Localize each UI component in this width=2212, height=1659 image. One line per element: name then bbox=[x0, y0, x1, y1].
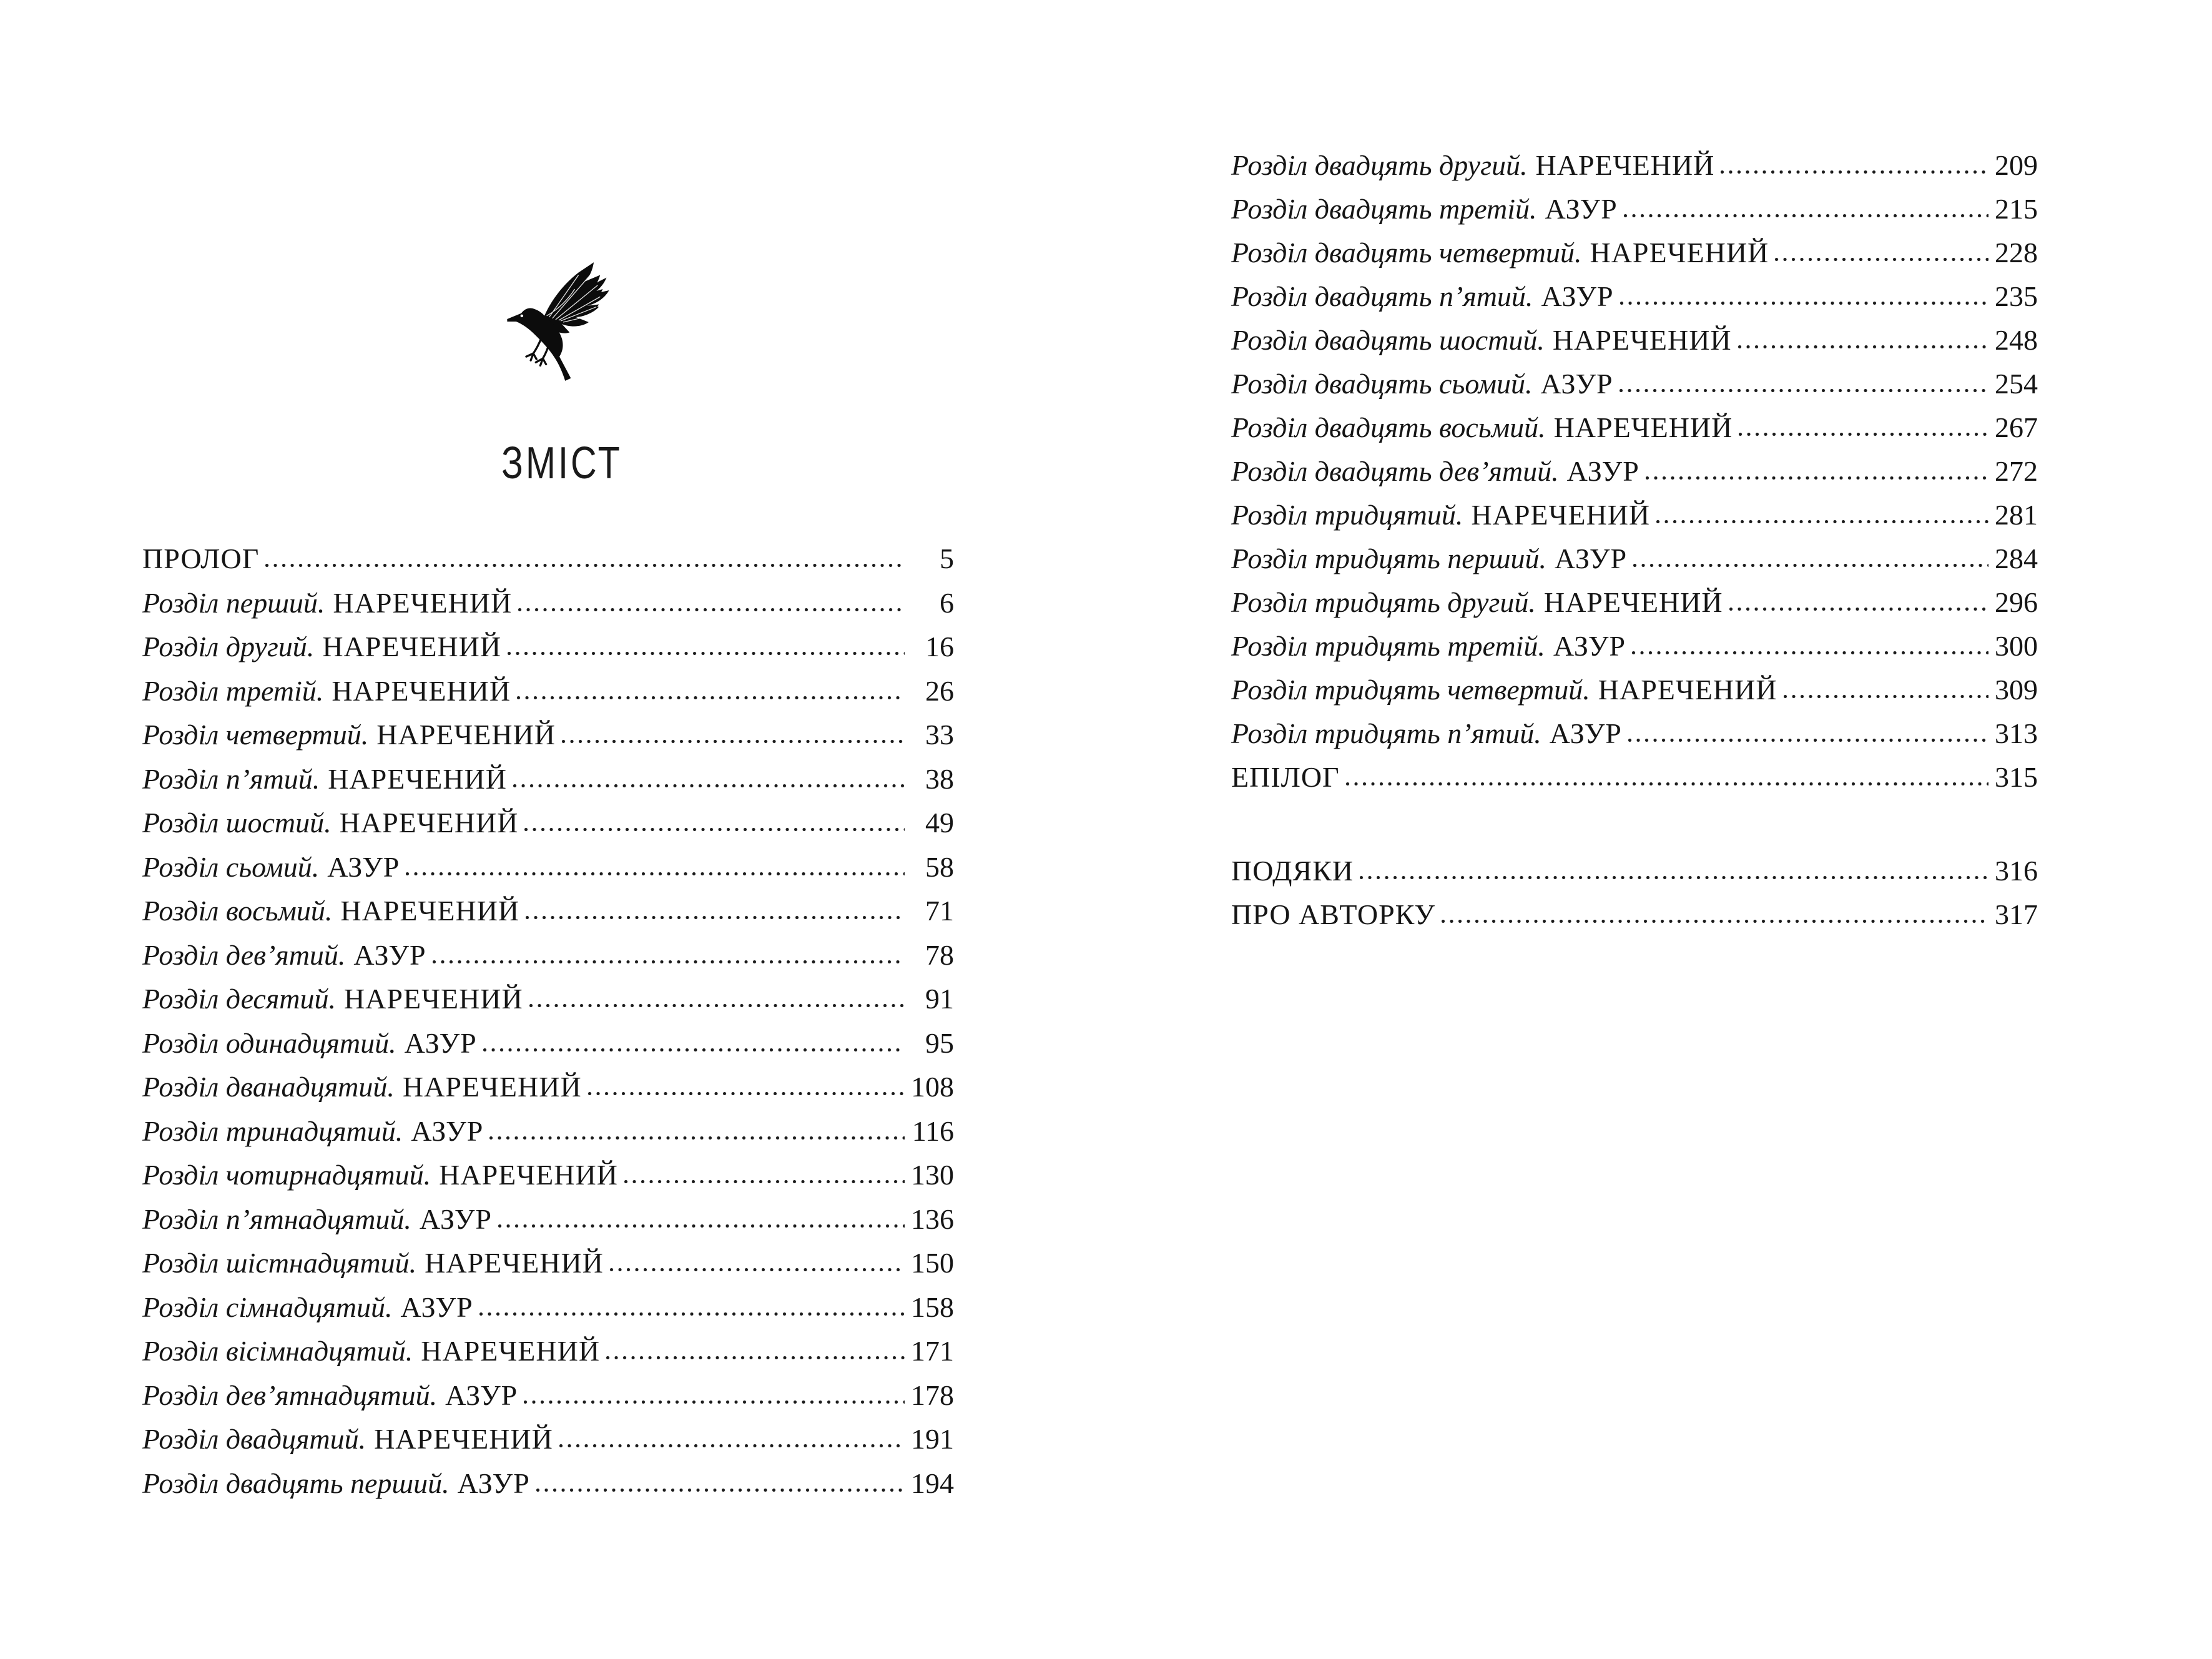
toc-entry bbox=[1231, 900, 2038, 929]
chapter-title: АЗУР bbox=[353, 938, 426, 971]
page-number: 49 bbox=[925, 807, 954, 839]
page-number: 130 bbox=[911, 1159, 954, 1191]
dot-leader bbox=[562, 718, 905, 743]
page-number: 316 bbox=[1995, 855, 2038, 887]
chapter-title: НАРЕЧЕНИЙ bbox=[374, 1423, 553, 1455]
dot-leader bbox=[508, 630, 905, 655]
toc-entry bbox=[1231, 239, 2038, 267]
toc-entry bbox=[142, 850, 954, 883]
page-number: 267 bbox=[1995, 411, 2038, 443]
page-number: 284 bbox=[1995, 543, 2038, 574]
chapter-title: НАРЕЧЕНИЙ bbox=[343, 983, 523, 1015]
toc-entry bbox=[1231, 763, 2038, 792]
chapter-title: АЗУР bbox=[1566, 455, 1639, 487]
page-number: 16 bbox=[925, 631, 954, 662]
toc-entry bbox=[142, 897, 954, 925]
chapter-title: ПОДЯКИ bbox=[1231, 855, 1354, 887]
page-number: 33 bbox=[925, 719, 954, 751]
page-number: 194 bbox=[911, 1467, 954, 1499]
page-number: 300 bbox=[1995, 630, 2038, 662]
chapter-label: Розділ перший. bbox=[142, 586, 325, 619]
chapter-label: Розділ двадцять перший. bbox=[142, 1467, 450, 1499]
toc-entry bbox=[142, 1161, 954, 1189]
toc-entry bbox=[1231, 413, 2038, 442]
chapter-title: ПРО АВТОРКУ bbox=[1231, 898, 1436, 930]
chapter-title: АЗУР bbox=[419, 1203, 493, 1235]
toc-entry bbox=[142, 1425, 954, 1454]
chapter-label: Розділ тридцять п’ятий. bbox=[1231, 717, 1541, 749]
toc-entry bbox=[142, 985, 954, 1013]
chapter-label: Розділ двадцять дев’ятий. bbox=[1231, 455, 1559, 487]
page-number: 248 bbox=[1995, 324, 2038, 356]
chapter-label: Розділ двадцять шостий. bbox=[1231, 324, 1545, 356]
page-number: 38 bbox=[925, 762, 954, 795]
chapter-label: Розділ дванадцятий. bbox=[142, 1071, 395, 1103]
dot-leader bbox=[1624, 192, 1988, 217]
dot-leader bbox=[265, 542, 905, 567]
chapter-label: Розділ двадцять п’ятий. bbox=[1231, 280, 1533, 312]
chapter-label: Розділ двадцятий. bbox=[142, 1423, 366, 1455]
toc-entry bbox=[142, 1337, 954, 1366]
chapter-label: Розділ двадцять восьмий. bbox=[1231, 411, 1546, 443]
dot-leader bbox=[1346, 761, 1988, 785]
chapter-label: Розділ двадцять сьомий. bbox=[1231, 368, 1533, 400]
toc-entry bbox=[1231, 857, 2038, 885]
page-number: 78 bbox=[925, 938, 954, 971]
chapter-label: Розділ шістнадцятий. bbox=[142, 1247, 417, 1279]
toc-entry bbox=[1231, 282, 2038, 311]
dot-leader bbox=[1442, 898, 1988, 923]
chapter-title: НАРЕЧЕНИЙ bbox=[333, 586, 513, 619]
toc-entry bbox=[142, 633, 954, 661]
page-number: 317 bbox=[1995, 898, 2038, 930]
chapter-title: НАРЕЧЕНИЙ bbox=[1471, 499, 1651, 531]
dot-leader bbox=[1775, 236, 1988, 261]
chapter-label: Розділ четвертий. bbox=[142, 719, 369, 751]
chapter-label: Розділ п’ятий. bbox=[142, 762, 320, 795]
chapter-title: АЗУР bbox=[1553, 630, 1626, 662]
dot-leader bbox=[1784, 673, 1988, 698]
chapter-label: Розділ чотирнадцятий. bbox=[142, 1159, 431, 1191]
page-number: 209 bbox=[1995, 149, 2038, 181]
toc-list-back-matter bbox=[1231, 857, 2038, 944]
chapter-title: НАРЕЧЕНИЙ bbox=[376, 719, 556, 751]
page-number: 71 bbox=[925, 895, 954, 927]
dot-leader bbox=[433, 938, 905, 963]
dot-leader bbox=[1632, 629, 1988, 654]
dot-leader bbox=[1738, 323, 1988, 348]
toc-entry bbox=[142, 1381, 954, 1410]
toc-list-left bbox=[142, 544, 954, 1513]
page-number: 281 bbox=[1995, 499, 2038, 531]
chapter-label: Розділ п’ятнадцятий. bbox=[142, 1203, 411, 1235]
chapter-label: Розділ сьомий. bbox=[142, 850, 320, 883]
toc-entry bbox=[1231, 676, 2038, 704]
page-number: 150 bbox=[911, 1247, 954, 1279]
page-number: 215 bbox=[1995, 193, 2038, 225]
page-number: 313 bbox=[1995, 717, 2038, 749]
flying-bird-icon bbox=[504, 257, 614, 385]
dot-leader bbox=[406, 850, 905, 875]
toc-entry bbox=[1231, 501, 2038, 529]
chapter-title: АЗУР bbox=[1549, 717, 1622, 749]
dot-leader bbox=[1739, 411, 1988, 436]
chapter-label: Розділ дев’ятий. bbox=[142, 938, 346, 971]
chapter-label: Розділ вісімнадцятий. bbox=[142, 1335, 413, 1367]
chapter-label: Розділ восьмий. bbox=[142, 895, 333, 927]
dot-leader bbox=[518, 586, 905, 611]
chapter-label: Розділ двадцять третій. bbox=[1231, 193, 1537, 225]
chapter-title: ЕПІЛОГ bbox=[1231, 761, 1340, 793]
dot-leader bbox=[483, 1026, 905, 1051]
toc-entry bbox=[142, 1293, 954, 1322]
toc-list-right bbox=[1231, 151, 2038, 807]
page-number: 116 bbox=[912, 1115, 954, 1147]
chapter-title: НАРЕЧЕНИЙ bbox=[340, 895, 520, 927]
chapter-title: НАРЕЧЕНИЙ bbox=[1590, 237, 1769, 268]
chapter-title: АЗУР bbox=[1541, 280, 1614, 312]
bird-illustration bbox=[504, 257, 614, 385]
chapter-title: НАРЕЧЕНИЙ bbox=[332, 674, 511, 707]
page-number: 228 bbox=[1995, 237, 2038, 268]
page-number: 272 bbox=[1995, 455, 2038, 487]
chapter-title: НАРЕЧЕНИЙ bbox=[1598, 674, 1777, 706]
toc-entry bbox=[1231, 719, 2038, 748]
page-number: 91 bbox=[925, 983, 954, 1015]
dot-leader bbox=[624, 1158, 905, 1183]
dot-leader bbox=[588, 1070, 905, 1095]
toc-entry bbox=[1231, 195, 2038, 224]
chapter-label: Розділ двадцять четвертий. bbox=[1231, 237, 1582, 268]
toc-entry bbox=[142, 544, 954, 573]
chapter-title: АЗУР bbox=[1554, 543, 1628, 574]
dot-leader bbox=[479, 1291, 905, 1316]
dot-leader bbox=[606, 1334, 905, 1359]
page-number: 191 bbox=[911, 1423, 954, 1455]
chapter-title: АЗУР bbox=[1545, 193, 1618, 225]
dot-leader bbox=[526, 894, 905, 919]
toc-entry bbox=[142, 1205, 954, 1234]
dot-leader bbox=[1620, 367, 1988, 392]
chapter-title: ПРОЛОГ bbox=[142, 543, 260, 574]
chapter-label: Розділ одинадцятий. bbox=[142, 1026, 396, 1059]
dot-leader bbox=[524, 806, 905, 831]
chapter-title: НАРЕЧЕНИЙ bbox=[439, 1159, 618, 1191]
toc-entry bbox=[142, 674, 954, 707]
chapter-title: АЗУР bbox=[411, 1115, 484, 1147]
page-number: 95 bbox=[925, 1026, 954, 1059]
dot-leader bbox=[1729, 586, 1988, 611]
chapter-label: Розділ другий. bbox=[142, 631, 315, 662]
chapter-title: НАРЕЧЕНИЙ bbox=[339, 807, 519, 839]
chapter-label: Розділ сімнадцятий. bbox=[142, 1291, 393, 1323]
chapter-title: НАРЕЧЕНИЙ bbox=[425, 1247, 604, 1279]
chapter-label: Розділ двадцять другий. bbox=[1231, 149, 1528, 181]
page-number: 108 bbox=[911, 1071, 954, 1103]
dot-leader bbox=[517, 674, 905, 699]
page-number: 26 bbox=[925, 674, 954, 707]
dot-leader bbox=[1633, 542, 1988, 567]
page-number: 6 bbox=[940, 586, 954, 619]
page-number: 309 bbox=[1995, 674, 2038, 706]
toc-entry bbox=[142, 762, 954, 795]
toc-entry bbox=[1231, 632, 2038, 661]
toc-entry bbox=[1231, 588, 2038, 617]
dot-leader bbox=[1628, 717, 1988, 742]
dot-leader bbox=[1721, 149, 1988, 174]
toc-entry bbox=[142, 721, 954, 749]
toc-entry bbox=[1231, 326, 2038, 355]
page-number: 171 bbox=[911, 1335, 954, 1367]
chapter-title: АЗУР bbox=[445, 1379, 518, 1411]
chapter-title: НАРЕЧЕНИЙ bbox=[1535, 149, 1715, 181]
dot-leader bbox=[1656, 498, 1988, 523]
dot-leader bbox=[610, 1246, 905, 1271]
toc-entry bbox=[1231, 457, 2038, 486]
chapter-label: Розділ дев’ятнадцятий. bbox=[142, 1379, 438, 1411]
toc-entry bbox=[1231, 544, 2038, 573]
chapter-label: Розділ тридцять четвертий. bbox=[1231, 674, 1590, 706]
page-number: 58 bbox=[925, 850, 954, 883]
chapter-label: Розділ десятий. bbox=[142, 983, 336, 1015]
chapter-title: АЗУР bbox=[327, 850, 400, 883]
toc-entry bbox=[142, 1469, 954, 1498]
chapter-title: АЗУР bbox=[400, 1291, 473, 1323]
toc-entry bbox=[142, 938, 954, 971]
dot-leader bbox=[513, 762, 905, 787]
chapter-title: АЗУР bbox=[404, 1026, 477, 1059]
chapter-label: Розділ шостий. bbox=[142, 807, 332, 839]
toc-entry bbox=[1231, 370, 2038, 398]
toc-entry bbox=[142, 1073, 954, 1101]
dot-leader bbox=[489, 1115, 905, 1140]
toc-entry bbox=[142, 1249, 954, 1277]
chapter-title: НАРЕЧЕНИЙ bbox=[1552, 324, 1732, 356]
page-number: 254 bbox=[1995, 368, 2038, 400]
dot-leader bbox=[536, 1467, 905, 1492]
chapter-label: Розділ третій. bbox=[142, 674, 324, 707]
toc-entry bbox=[1231, 151, 2038, 180]
toc-entry bbox=[142, 1026, 954, 1059]
toc-entry bbox=[142, 1117, 954, 1146]
dot-leader bbox=[524, 1379, 905, 1404]
toc-entry bbox=[142, 586, 954, 619]
page-number: 315 bbox=[1995, 761, 2038, 793]
page-number: 235 bbox=[1995, 280, 2038, 312]
dot-leader bbox=[559, 1422, 905, 1447]
page-number: 158 bbox=[911, 1291, 954, 1323]
toc-entry bbox=[142, 809, 954, 837]
chapter-label: Розділ тринадцятий. bbox=[142, 1115, 403, 1147]
chapter-title: НАРЕЧЕНИЙ bbox=[421, 1335, 601, 1367]
dot-leader bbox=[498, 1203, 905, 1228]
chapter-label: Розділ тридцять третій. bbox=[1231, 630, 1545, 662]
page-number: 178 bbox=[911, 1379, 954, 1411]
chapter-title: НАРЕЧЕНИЙ bbox=[322, 631, 502, 662]
chapter-title: НАРЕЧЕНИЙ bbox=[328, 762, 507, 795]
chapter-title: НАРЕЧЕНИЙ bbox=[1543, 586, 1723, 618]
dot-leader bbox=[529, 982, 905, 1007]
dot-leader bbox=[1360, 854, 1988, 879]
dot-leader bbox=[1646, 455, 1988, 480]
page-number: 136 bbox=[911, 1203, 954, 1235]
page-number: 296 bbox=[1995, 586, 2038, 618]
chapter-title: НАРЕЧЕНИЙ bbox=[402, 1071, 582, 1103]
chapter-title: АЗУР bbox=[1540, 368, 1613, 400]
chapter-title: АЗУР bbox=[457, 1467, 530, 1499]
chapter-label: Розділ тридцять другий. bbox=[1231, 586, 1536, 618]
chapter-label: Розділ тридцятий. bbox=[1231, 499, 1463, 531]
chapter-title: НАРЕЧЕНИЙ bbox=[1553, 411, 1733, 443]
page-number: 5 bbox=[940, 543, 954, 574]
chapter-label: Розділ тридцять перший. bbox=[1231, 543, 1546, 574]
dot-leader bbox=[1620, 280, 1988, 305]
page-title: ЗМІСТ bbox=[501, 438, 622, 488]
